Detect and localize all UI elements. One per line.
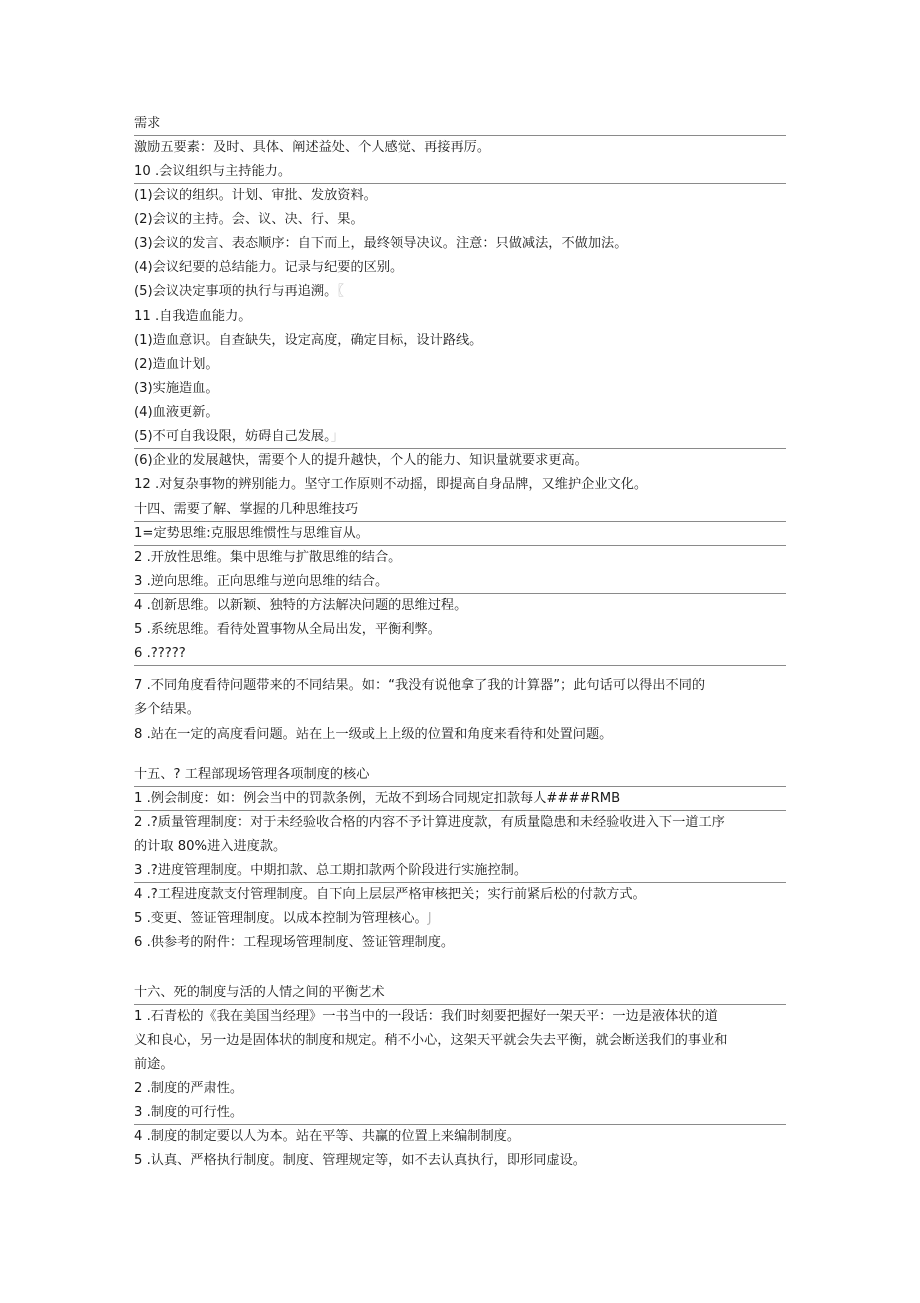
line-text: (2)造血计划。 — [134, 357, 219, 372]
text-line — [134, 137, 786, 159]
margin-mark: J — [427, 911, 432, 926]
line-text: 8 .站在一定的高度看问题。站在上一级或上上级的位置和角度来看待和处置问题。 — [134, 727, 613, 742]
text-line — [134, 426, 786, 449]
line-text: (3)实施造血。 — [134, 381, 219, 396]
line-text: 5 .变更、签证管理制度。以成本控制为管理核心。 — [134, 911, 428, 926]
text-line — [134, 932, 786, 954]
line-text: 4 .?工程进度款支付管理制度。自下向上层层严格审核把关；实行前紧后松的付款方式。 — [134, 887, 646, 902]
line-text: 1 .例会制度：如：例会当中的罚款条例，无故不到场合同规定扣款每人####RMB — [134, 791, 621, 806]
line-text: (1)会议的组织。计划、审批、发放资料。 — [134, 188, 377, 203]
text-line — [134, 281, 786, 303]
line-text: 10 .会议组织与主持能力。 — [134, 164, 292, 179]
line-text: 激励五要素：及时、具体、阐述益处、个人感觉、再接再厉。 — [134, 140, 491, 155]
text-line — [134, 571, 786, 594]
text-line — [134, 675, 786, 697]
text-line — [134, 812, 786, 834]
line-text: (4)会议纪要的总结能力。记录与纪要的区别。 — [134, 260, 404, 275]
text-line — [134, 547, 786, 569]
line-text: 十四、需要了解、掌握的几种思维技巧 — [134, 502, 359, 517]
text-line — [134, 113, 786, 136]
line-text: 4 .制度的制定要以人为本。站在平等、共赢的位置上来编制制度。 — [134, 1129, 521, 1144]
text-line — [134, 860, 786, 883]
text-line — [134, 836, 786, 858]
line-text: 6 .????? — [134, 646, 186, 661]
text-line — [134, 699, 786, 721]
text-line — [134, 354, 786, 376]
line-text: 11 .自我造血能力。 — [134, 309, 252, 324]
text-line — [134, 402, 786, 424]
margin-mark: 〖 — [337, 284, 344, 299]
text-line — [134, 233, 786, 255]
line-text: 1 .石青松的《我在美国当经理》一书当中的一段话：我们时刻要把握好一架天平：一边是液体状的道 — [134, 1009, 718, 1024]
line-text: 2 .开放性思维。集中思维与扩散思维的结合。 — [134, 550, 402, 565]
line-text: 前途。 — [134, 1057, 174, 1072]
line-text: 3 .逆向思维。正向思维与逆向思维的结合。 — [134, 574, 389, 589]
text-line — [134, 788, 786, 811]
text-line — [134, 450, 786, 472]
line-text: 5 .认真、严格执行制度。制度、管理规定等，如不去认真执行，即形同虚设。 — [134, 1153, 586, 1168]
text-line — [134, 619, 786, 641]
line-text: 5 .系统思维。看待处置事物从全局出发，平衡利弊。 — [134, 622, 441, 637]
line-text: (1)造血意识。自查缺失，设定高度，确定目标，设计路线。 — [134, 333, 483, 348]
text-line — [134, 378, 786, 400]
text-line — [134, 595, 786, 617]
line-text: (5)不可自我设限，妨碍自己发展。 — [134, 429, 331, 444]
line-text: 7 .不同角度看待问题带来的不同结果。如：“我没有说他拿了我的计算器”；此句话可以得出不同的 — [134, 678, 706, 693]
line-text: 6 .供参考的附件：工程现场管理制度、签证管理制度。 — [134, 935, 455, 950]
text-line — [134, 185, 786, 207]
line-text: 十六、死的制度与活的人情之间的平衡艺术 — [134, 985, 385, 1000]
line-text: 多个结果。 — [134, 702, 200, 717]
text-line — [134, 161, 786, 184]
text-line — [134, 523, 786, 546]
line-text: 4 .创新思维。以新颖、独特的方法解决问题的思维过程。 — [134, 598, 468, 613]
text-line — [134, 209, 786, 231]
text-line — [134, 474, 786, 496]
line-text: (3)会议的发言、表态顺序：自下而上，最终领导决议。注意：只做减法，不做加法。 — [134, 236, 628, 251]
line-text: (5)会议决定事项的执行与再追溯。 — [134, 284, 338, 299]
line-text: 12 .对复杂事物的辨别能力。坚守工作原则不动摇，即提高自身品牌，又维护企业文化。 — [134, 477, 648, 492]
text-line — [134, 908, 786, 930]
margin-mark: 」 — [330, 429, 344, 444]
text-line — [134, 1054, 786, 1076]
text-line — [134, 257, 786, 279]
line-text: 2 .?质量管理制度：对于未经验收合格的内容不予计算进度款，有质量隐患和未经验收进入下一道工序 — [134, 815, 725, 830]
text-line — [134, 884, 786, 906]
text-line — [134, 306, 786, 328]
text-line — [134, 1126, 786, 1148]
line-text: (6)企业的发展越快，需要个人的提升越快，个人的能力、知识量就要求更高。 — [134, 453, 588, 468]
text-line — [134, 764, 786, 787]
line-text: 2 .制度的严肃性。 — [134, 1081, 244, 1096]
line-text: 1=定势思维:克服思维惯性与思维盲从。 — [134, 526, 369, 541]
text-line — [134, 1150, 786, 1172]
line-text: 的计取 80%进入进度款。 — [134, 839, 287, 854]
line-text: (4)血液更新。 — [134, 405, 219, 420]
line-text: 3 .制度的可行性。 — [134, 1105, 244, 1120]
text-line — [134, 330, 786, 352]
line-text: (2)会议的主持。会、议、决、行、果。 — [134, 212, 364, 227]
text-line — [134, 499, 786, 522]
text-line — [134, 1006, 786, 1028]
line-text: 3 .?进度管理制度。中期扣款、总工期扣款两个阶段进行实施控制。 — [134, 863, 528, 878]
line-text: 义和良心，另一边是固体状的制度和规定。稍不小心，这架天平就会失去平衡，就会断送我们的事业和 — [134, 1033, 728, 1048]
text-line — [134, 1030, 786, 1052]
text-line — [134, 1078, 786, 1100]
text-line — [134, 724, 786, 746]
text-line — [134, 643, 786, 666]
line-text: 需求 — [134, 116, 161, 131]
text-line — [134, 982, 786, 1005]
line-text: 十五、? 工程部现场管理各项制度的核心 — [134, 767, 370, 782]
text-line — [134, 1102, 786, 1125]
